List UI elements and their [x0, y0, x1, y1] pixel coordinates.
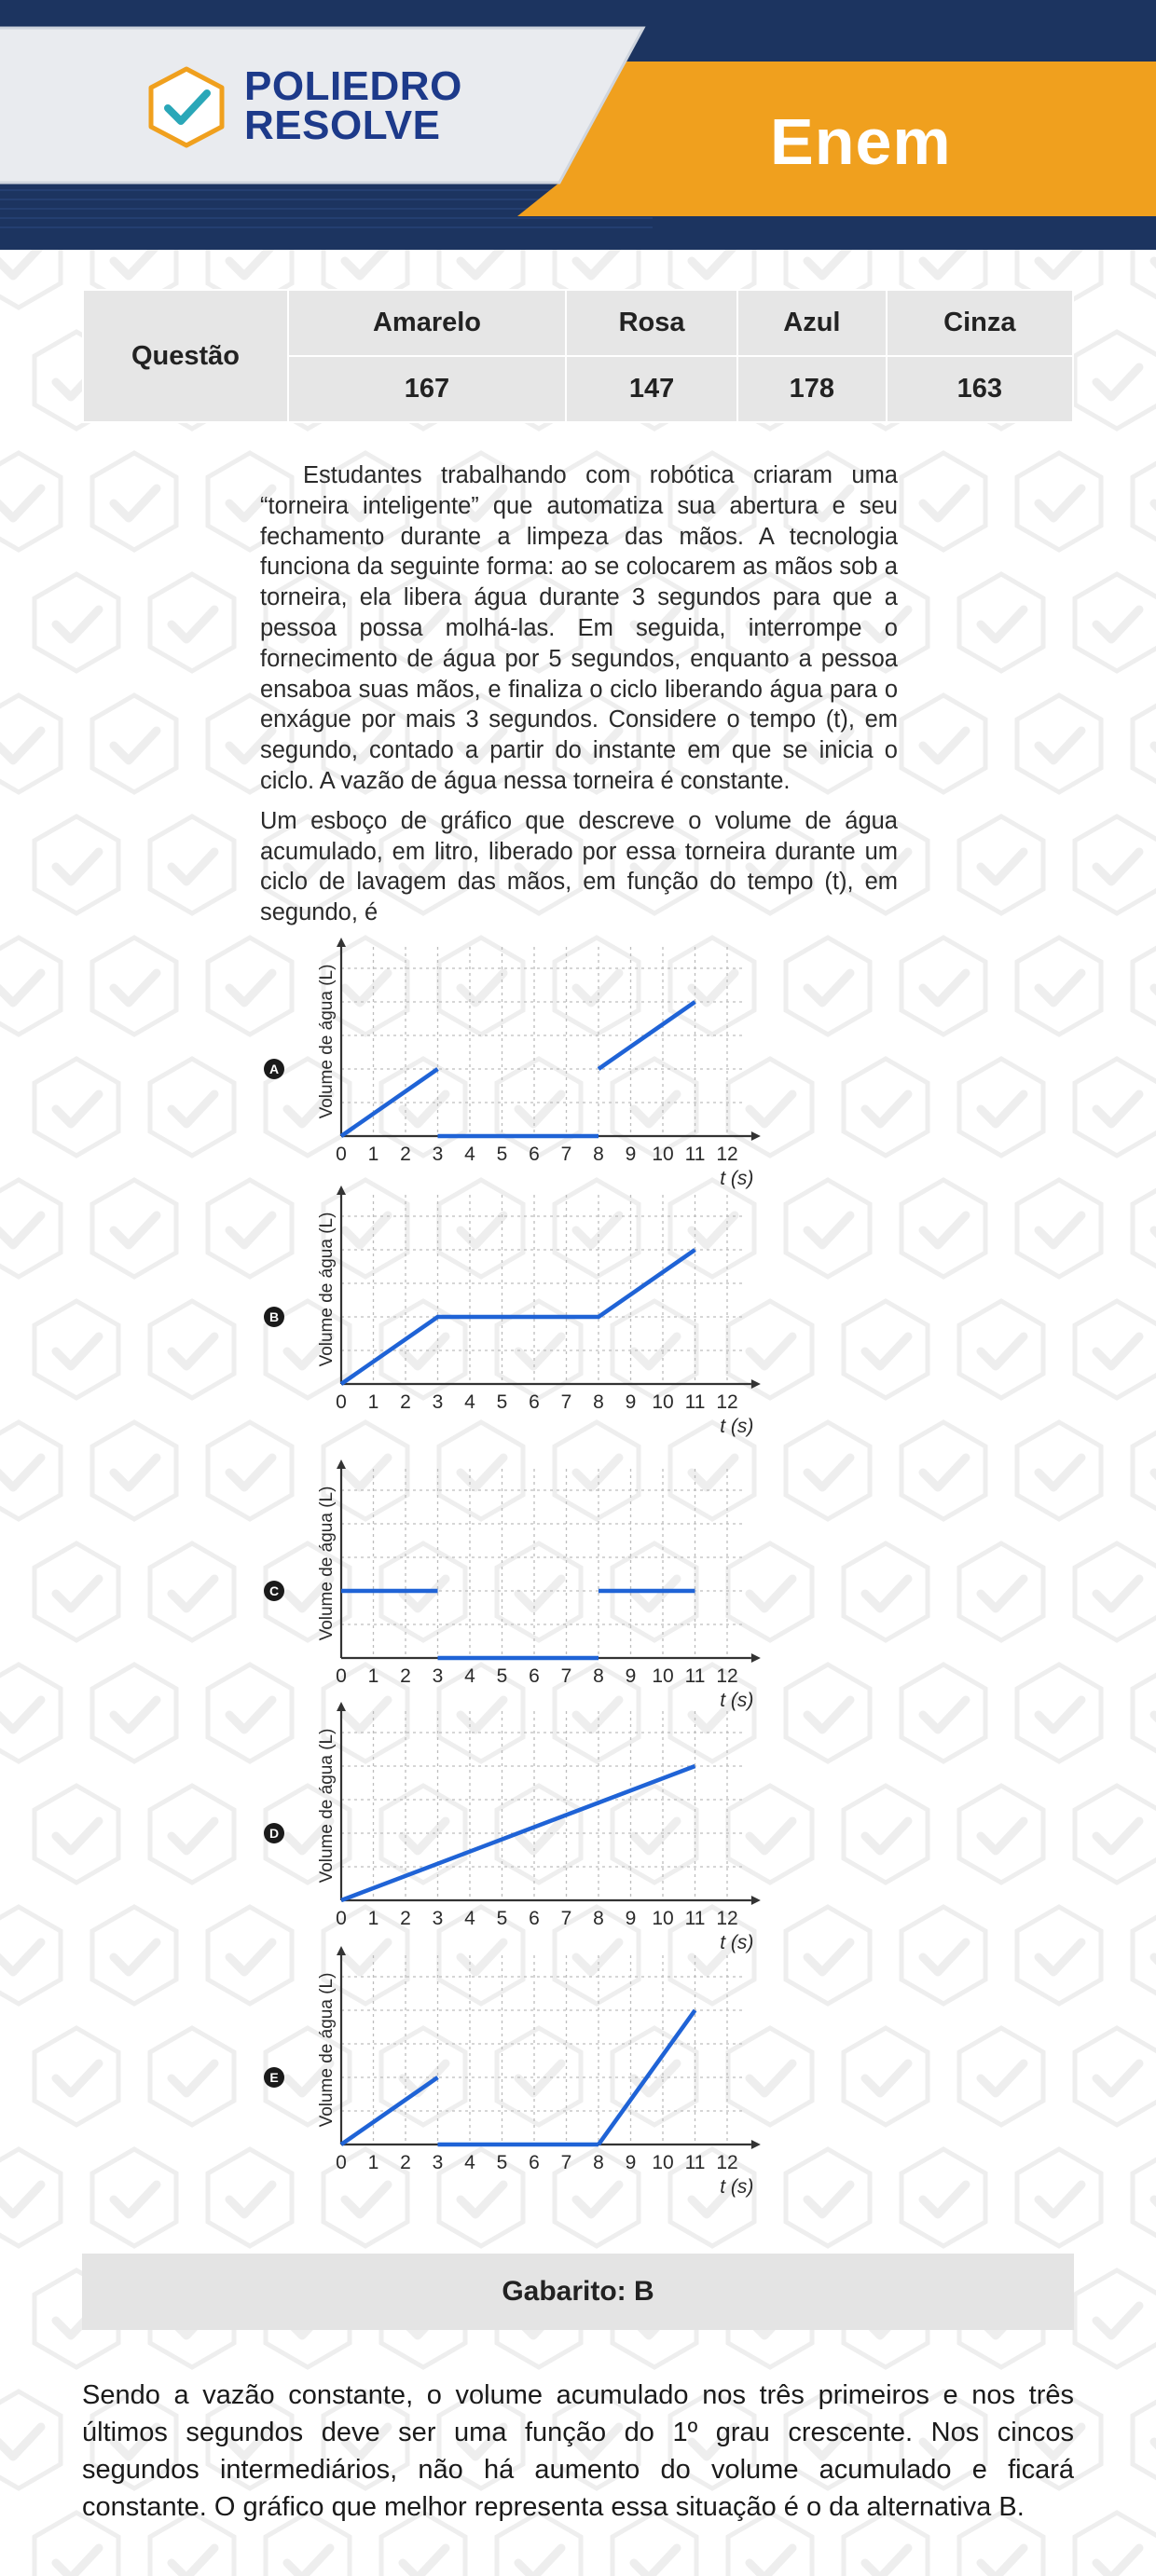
watermark-check-icon — [786, 1907, 870, 2004]
watermark-check-icon — [959, 1301, 1043, 1398]
exam-title: Enem — [770, 105, 952, 178]
watermark-check-icon — [1017, 2149, 1101, 2246]
watermark-check-icon — [844, 2028, 928, 2125]
watermark-check-icon — [786, 938, 870, 1035]
x-axis-arrow-icon — [751, 1379, 761, 1389]
watermark-check-icon — [0, 1665, 61, 1761]
color-name-cinza: Cinza — [887, 290, 1073, 356]
y-axis-arrow-icon — [337, 1185, 346, 1195]
x-tick-label: 5 — [496, 1908, 508, 1929]
x-axis-label: t (s) — [720, 1416, 754, 1437]
watermark-check-icon — [34, 1786, 118, 1883]
x-tick-label: 12 — [716, 2152, 738, 2173]
option-badge — [264, 1581, 284, 1601]
watermark-check-icon — [0, 453, 61, 550]
x-tick-label: 7 — [560, 1908, 572, 1929]
watermark-check-icon — [34, 816, 118, 913]
watermark-check-icon — [1133, 1422, 1156, 1519]
y-axis-arrow-icon — [337, 938, 346, 947]
x-tick-label: 3 — [432, 2152, 444, 2173]
x-tick-label: 12 — [716, 1665, 738, 1687]
x-tick-label: 10 — [652, 1391, 674, 1413]
color-name-amarelo: Amarelo — [288, 290, 566, 356]
x-tick-label: 3 — [432, 1908, 444, 1929]
answer-key-label: Gabarito: B — [502, 2276, 654, 2307]
option-letter: C — [268, 1583, 280, 1598]
option-chart-svg — [252, 1946, 774, 2198]
chart-grid — [341, 1955, 743, 2144]
question-number-table — [82, 289, 1074, 423]
x-tick-label: 5 — [496, 2152, 508, 2173]
color-name-azul: Azul — [737, 290, 887, 356]
x-tick-label: 0 — [336, 1908, 347, 1929]
watermark-check-icon — [92, 695, 176, 792]
watermark-check-icon — [1075, 2270, 1156, 2367]
watermark-check-icon — [844, 1301, 928, 1398]
x-tick-label: 4 — [464, 1391, 475, 1413]
watermark-check-icon — [1017, 695, 1101, 792]
x-tick-label: 8 — [593, 1144, 604, 1165]
x-tick-label: 10 — [652, 1908, 674, 1929]
watermark-check-icon — [959, 1543, 1043, 1640]
watermark-check-icon — [150, 1543, 234, 1640]
option-letter: D — [268, 1826, 280, 1841]
watermark-check-icon — [150, 2028, 234, 2125]
watermark-check-icon — [1133, 2149, 1156, 2246]
watermark-check-icon — [1075, 2513, 1156, 2576]
x-tick-label: 1 — [367, 2152, 379, 2173]
option-e-graph — [252, 1946, 774, 2198]
x-axis-label: t (s) — [720, 2176, 754, 2198]
x-tick-label: 6 — [529, 1391, 540, 1413]
x-tick-label: 2 — [400, 1908, 411, 1929]
option-a-graph — [252, 938, 774, 1189]
watermark-check-icon — [150, 1059, 234, 1156]
x-axis-label: t (s) — [720, 1168, 754, 1189]
x-tick-label: 8 — [593, 2152, 604, 2173]
watermark-check-icon — [901, 1907, 985, 2004]
x-tick-label: 7 — [560, 2152, 572, 2173]
watermark-check-icon — [1075, 1543, 1156, 1640]
x-tick-label: 12 — [716, 1144, 738, 1165]
option-badge — [264, 2067, 284, 2088]
watermark-check-icon — [34, 1301, 118, 1398]
x-tick-label: 9 — [625, 1144, 637, 1165]
watermark-check-icon — [786, 2149, 870, 2246]
watermark-check-icon — [0, 695, 61, 792]
y-axis-arrow-icon — [337, 1459, 346, 1469]
x-tick-label: 5 — [496, 1665, 508, 1687]
watermark-check-icon — [1075, 574, 1156, 671]
option-letter: B — [268, 1309, 280, 1324]
x-tick-label: 6 — [529, 1665, 540, 1687]
x-tick-label: 11 — [684, 1391, 706, 1413]
watermark-check-icon — [0, 250, 61, 308]
x-tick-label: 11 — [684, 1665, 706, 1687]
watermark-check-icon — [901, 453, 985, 550]
x-tick-label: 6 — [529, 2152, 540, 2173]
chart-grid — [341, 1195, 743, 1384]
watermark-check-icon — [0, 1180, 61, 1277]
logo-shield-icon — [147, 65, 226, 149]
y-axis-label: Volume de água (L) — [317, 1486, 337, 1641]
x-tick-label: 6 — [529, 1908, 540, 1929]
watermark-check-icon — [1017, 1422, 1101, 1519]
option-chart-svg — [252, 1702, 774, 1953]
watermark-check-icon — [92, 1422, 176, 1519]
watermark-check-icon — [901, 1180, 985, 1277]
watermark-check-icon — [1133, 695, 1156, 792]
x-tick-label: 8 — [593, 1391, 604, 1413]
option-d-graph — [252, 1702, 774, 1953]
question-number-rosa: 147 — [566, 356, 737, 422]
y-axis-label: Volume de água (L) — [317, 1728, 337, 1884]
brand-line-1: POLIEDRO — [244, 63, 462, 109]
watermark-check-icon — [844, 1543, 928, 1640]
watermark-check-icon — [1133, 938, 1156, 1035]
y-axis-label: Volume de água (L) — [317, 1972, 337, 2128]
brand-name — [244, 63, 462, 148]
x-tick-label: 3 — [432, 1665, 444, 1687]
x-tick-label: 11 — [684, 1144, 706, 1165]
watermark-check-icon — [1075, 816, 1156, 913]
watermark-check-icon — [786, 1422, 870, 1519]
x-tick-label: 12 — [716, 1908, 738, 1929]
watermark-check-icon — [1017, 453, 1101, 550]
volume-line-segment — [599, 1002, 695, 1069]
watermark-check-icon — [901, 938, 985, 1035]
x-axis-arrow-icon — [751, 1896, 761, 1905]
option-letter: E — [269, 2070, 279, 2085]
chart-grid — [341, 1469, 743, 1658]
x-tick-label: 1 — [367, 1665, 379, 1687]
x-tick-label: 6 — [529, 1144, 540, 1165]
x-axis-arrow-icon — [751, 1131, 761, 1141]
watermark-check-icon — [1075, 2028, 1156, 2125]
watermark-check-icon — [92, 453, 176, 550]
watermark-check-icon — [1133, 453, 1156, 550]
option-badge — [264, 1059, 284, 1079]
x-tick-label: 0 — [336, 2152, 347, 2173]
watermark-check-icon — [92, 2149, 176, 2246]
question-number-cinza: 163 — [887, 356, 1073, 422]
x-tick-label: 2 — [400, 1391, 411, 1413]
watermark-check-icon — [92, 1180, 176, 1277]
watermark-check-icon — [959, 816, 1043, 913]
option-chart-svg — [252, 1459, 774, 1711]
x-tick-label: 3 — [432, 1391, 444, 1413]
watermark-check-icon — [1075, 332, 1156, 429]
option-badge — [264, 1307, 284, 1327]
x-tick-label: 1 — [367, 1144, 379, 1165]
watermark-check-icon — [901, 2149, 985, 2246]
volume-line-segment — [599, 2010, 695, 2144]
x-tick-label: 5 — [496, 1391, 508, 1413]
question-paragraph-2: Um esboço de gráfico que descreve o volume de água acumulado, em litro, liberado por essa torneira durante um ciclo de lavagem das mãos, em função do tempo (t), em segundo, é — [260, 807, 898, 926]
x-tick-label: 0 — [336, 1144, 347, 1165]
watermark-check-icon — [92, 1665, 176, 1761]
watermark-check-icon — [1133, 1180, 1156, 1277]
x-axis-label: t (s) — [720, 1690, 754, 1711]
watermark-check-icon — [150, 1301, 234, 1398]
watermark-check-icon — [1017, 1907, 1101, 2004]
watermark-check-icon — [0, 2149, 61, 2246]
x-tick-label: 10 — [652, 1665, 674, 1687]
watermark-check-icon — [901, 695, 985, 792]
chart-grid — [341, 1711, 743, 1900]
watermark-check-icon — [34, 1059, 118, 1156]
watermark-check-icon — [959, 2028, 1043, 2125]
chart-grid — [341, 947, 743, 1136]
option-letter: A — [268, 1062, 280, 1076]
watermark-check-icon — [786, 1180, 870, 1277]
x-tick-label: 11 — [684, 1908, 706, 1929]
x-axis-label: t (s) — [720, 1932, 754, 1953]
x-tick-label: 2 — [400, 1665, 411, 1687]
x-tick-label: 7 — [560, 1665, 572, 1687]
watermark-check-icon — [1017, 1665, 1101, 1761]
x-tick-label: 9 — [625, 1908, 637, 1929]
watermark-check-icon — [959, 1059, 1043, 1156]
option-b-graph — [252, 1185, 774, 1437]
option-badge — [264, 1823, 284, 1843]
watermark-check-icon — [959, 1786, 1043, 1883]
watermark-check-icon — [901, 1422, 985, 1519]
watermark-check-icon — [844, 1059, 928, 1156]
watermark-check-icon — [1133, 1665, 1156, 1761]
question-label: Questão — [83, 290, 288, 422]
x-tick-label: 10 — [652, 2152, 674, 2173]
brand-line-2: RESOLVE — [244, 103, 441, 148]
answer-key-box — [82, 2254, 1074, 2330]
watermark-check-icon — [901, 1665, 985, 1761]
watermark-check-icon — [786, 1665, 870, 1761]
watermark-check-icon — [150, 816, 234, 913]
question-statement — [260, 460, 898, 928]
watermark-check-icon — [1133, 2391, 1156, 2488]
watermark-check-icon — [1133, 1907, 1156, 2004]
watermark-check-icon — [1075, 1059, 1156, 1156]
y-axis-label: Volume de água (L) — [317, 964, 337, 1119]
x-tick-label: 4 — [464, 1144, 475, 1165]
watermark-check-icon — [1075, 1301, 1156, 1398]
watermark-check-icon — [0, 1907, 61, 2004]
x-tick-label: 0 — [336, 1391, 347, 1413]
x-tick-label: 1 — [367, 1908, 379, 1929]
x-tick-label: 11 — [684, 2152, 706, 2173]
option-chart-svg — [252, 1185, 774, 1437]
watermark-check-icon — [0, 1422, 61, 1519]
watermark-check-icon — [150, 574, 234, 671]
x-tick-label: 3 — [432, 1144, 444, 1165]
color-name-rosa: Rosa — [566, 290, 737, 356]
watermark-check-icon — [1133, 250, 1156, 308]
watermark-check-icon — [1017, 1180, 1101, 1277]
watermark-check-icon — [34, 1543, 118, 1640]
x-tick-label: 12 — [716, 1391, 738, 1413]
watermark-check-icon — [34, 2028, 118, 2125]
x-tick-label: 10 — [652, 1144, 674, 1165]
watermark-check-icon — [844, 1786, 928, 1883]
x-axis-arrow-icon — [751, 1653, 761, 1663]
x-tick-label: 4 — [464, 2152, 475, 2173]
x-tick-label: 7 — [560, 1391, 572, 1413]
x-tick-label: 9 — [625, 2152, 637, 2173]
x-tick-label: 8 — [593, 1665, 604, 1687]
watermark-check-icon — [34, 574, 118, 671]
y-axis-label: Volume de água (L) — [317, 1212, 337, 1367]
x-tick-label: 2 — [400, 1144, 411, 1165]
option-chart-svg — [252, 938, 774, 1189]
watermark-check-icon — [1017, 938, 1101, 1035]
watermark-check-icon — [92, 1907, 176, 2004]
watermark-check-icon — [150, 1786, 234, 1883]
question-number-azul: 178 — [737, 356, 887, 422]
question-paragraph-1: Estudantes trabalhando com robótica criaram uma “torneira inteligente” que automatiza sua abertura e seu fechamento durante a limpeza das mãos. A tecnologia funciona da seguinte forma: ao se colocarem as mãos sob a torneira, ela libera água durante 3 segundos para que a pessoa possa molhá-las. Em seguida, interrompe o fornecimento de água por 5 segundos, enquanto a pessoa ensaboa suas mãos, e finaliza o ciclo liberando água para o enxágue por mais 3 segundos. Considere o tempo (t), em segundo, contado a partir do instante em que se inicia o ciclo. A vazão de água nessa torneira é constante. — [260, 462, 898, 794]
watermark-check-icon — [92, 938, 176, 1035]
watermark-check-icon — [1075, 1786, 1156, 1883]
x-tick-label: 4 — [464, 1665, 475, 1687]
x-tick-label: 0 — [336, 1665, 347, 1687]
y-axis-arrow-icon — [337, 1946, 346, 1955]
y-axis-arrow-icon — [337, 1702, 346, 1711]
x-tick-label: 1 — [367, 1391, 379, 1413]
watermark-check-icon — [959, 574, 1043, 671]
x-tick-label: 8 — [593, 1908, 604, 1929]
x-axis-arrow-icon — [751, 2140, 761, 2149]
x-tick-label: 2 — [400, 2152, 411, 2173]
watermark-check-icon — [0, 2391, 61, 2488]
x-tick-label: 5 — [496, 1144, 508, 1165]
option-c-graph — [252, 1459, 774, 1711]
x-tick-label: 9 — [625, 1665, 637, 1687]
x-tick-label: 9 — [625, 1391, 637, 1413]
question-number-amarelo: 167 — [288, 356, 566, 422]
page-header — [0, 0, 1156, 250]
x-tick-label: 7 — [560, 1144, 572, 1165]
x-tick-label: 4 — [464, 1908, 475, 1929]
solution-explanation: Sendo a vazão constante, o volume acumulado nos três primeiros e nos três últimos segundos deve ser uma função do 1º grau crescente. Nos cincos segundos intermediários, não há aumento do volume acumulado e ficará constante. O gráfico que melhor representa essa situação é o da alternativa B. — [82, 2380, 1074, 2522]
watermark-check-icon — [0, 938, 61, 1035]
